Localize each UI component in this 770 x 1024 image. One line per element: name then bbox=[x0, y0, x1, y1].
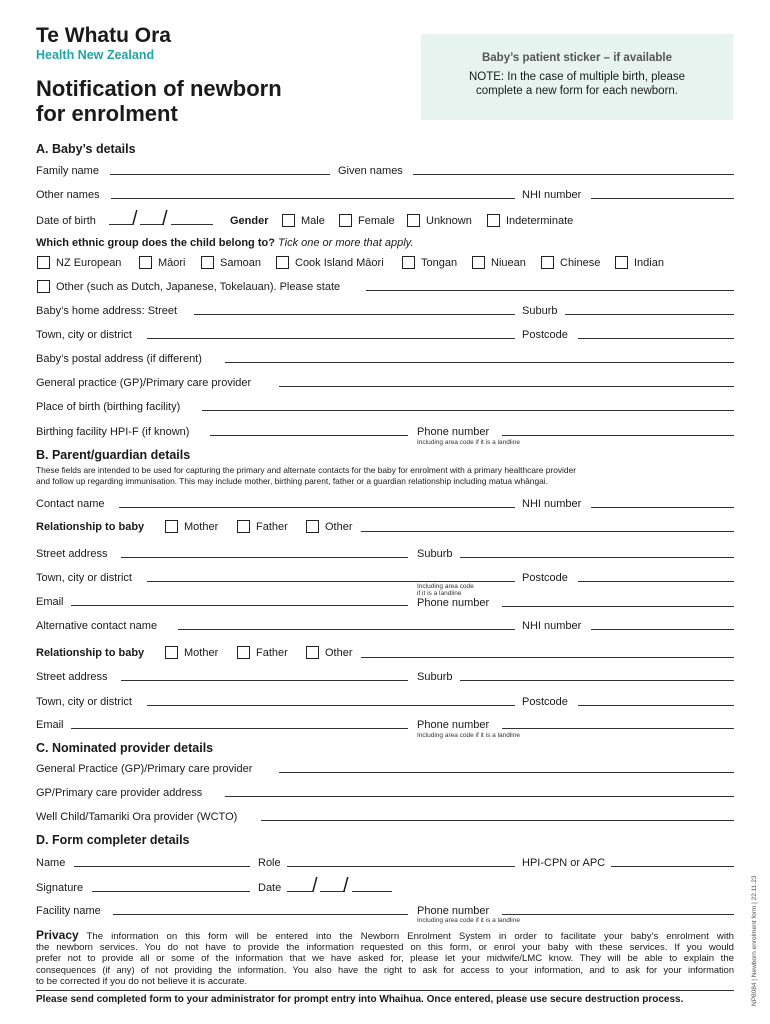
contact-name-label: Contact name bbox=[36, 498, 105, 510]
ethnic-maori-label: Māori bbox=[158, 257, 186, 269]
patient-sticker-area bbox=[421, 34, 733, 120]
completer-date-label: Date bbox=[258, 882, 282, 894]
ethnic-samoan-checkbox[interactable] bbox=[201, 256, 214, 269]
form-title-line1: Notification of newborn bbox=[36, 76, 282, 101]
alt-relationship-label: Relationship to baby bbox=[36, 647, 145, 659]
signature-field[interactable] bbox=[92, 891, 250, 892]
alt-town-label: Town, city or district bbox=[36, 696, 132, 708]
alt-phone-note: Including area code if it is a landline bbox=[417, 732, 520, 739]
baby-town-label: Town, city or district bbox=[36, 329, 132, 341]
ethnic-maori-checkbox[interactable] bbox=[139, 256, 152, 269]
ethnic-tongan-label: Tongan bbox=[421, 257, 458, 269]
facility-name-field[interactable] bbox=[113, 914, 408, 915]
alt-street-field[interactable] bbox=[121, 680, 408, 681]
gender-female-checkbox[interactable] bbox=[339, 214, 352, 227]
sticker-note-line1: NOTE: In the case of multiple birth, please bbox=[468, 71, 686, 83]
completer-date-year-field[interactable] bbox=[352, 891, 392, 892]
provider-gp-address-field[interactable] bbox=[225, 796, 734, 797]
hpi-cpn-field[interactable] bbox=[611, 866, 734, 867]
ethnic-niuean-label: Niuean bbox=[491, 257, 526, 269]
facility-phone-note: Including area code if it is a landline bbox=[417, 439, 520, 446]
relationship-father-checkbox[interactable] bbox=[237, 520, 250, 533]
contact-town-label: Town, city or district bbox=[36, 572, 132, 584]
completer-phone-field[interactable] bbox=[502, 914, 734, 915]
privacy-statement bbox=[36, 930, 734, 987]
alt-relationship-mother-checkbox[interactable] bbox=[165, 646, 178, 659]
relationship-father-label: Father bbox=[256, 521, 288, 533]
gender-unknown-checkbox[interactable] bbox=[407, 214, 420, 227]
gender-female-label: Female bbox=[358, 215, 395, 227]
dob-slash-2: / bbox=[162, 208, 168, 230]
contact-nhi-label: NHI number bbox=[522, 498, 582, 510]
alt-relationship-father-label: Father bbox=[256, 647, 288, 659]
contact-postcode-label: Postcode bbox=[522, 572, 568, 584]
section-b-intro-line2: and follow up regarding immunisation. This may include mother, birthing parent, father or a guardian relationship including matua whāngai. bbox=[36, 476, 548, 486]
sticker-note-line2: complete a new form for each newborn. bbox=[476, 85, 678, 97]
contact-town-field[interactable] bbox=[147, 581, 515, 582]
form-title-line2: for enrolment bbox=[36, 101, 178, 126]
gender-indeterminate-label: Indeterminate bbox=[506, 215, 574, 227]
ethnic-indian-label: Indian bbox=[634, 257, 664, 269]
place-of-birth-label: Place of birth (birthing facility) bbox=[36, 401, 181, 413]
completer-phone-note: Including area code if it is a landline bbox=[417, 917, 520, 924]
relationship-other-field[interactable] bbox=[361, 531, 734, 532]
provider-gp-field[interactable] bbox=[279, 772, 734, 773]
other-names-field[interactable] bbox=[111, 198, 515, 199]
contact-suburb-label: Suburb bbox=[417, 548, 453, 560]
footer-instruction: Please send completed form to your administrator for prompt entry into Whaihua. Once entered, please use secure destruction process. bbox=[36, 994, 684, 1005]
relationship-other-checkbox[interactable] bbox=[306, 520, 319, 533]
section-b-intro bbox=[36, 465, 576, 487]
alt-suburb-label: Suburb bbox=[417, 671, 453, 683]
ethnic-other-field[interactable] bbox=[366, 290, 734, 291]
footer-divider bbox=[36, 990, 734, 991]
section-c-heading: C. Nominated provider details bbox=[36, 741, 214, 755]
alt-phone-label: Phone number bbox=[417, 719, 490, 731]
alt-contact-name-field[interactable] bbox=[178, 629, 515, 630]
alt-contact-name-label: Alternative contact name bbox=[36, 620, 158, 632]
nhi-field[interactable] bbox=[591, 198, 734, 199]
ethnic-other-checkbox[interactable] bbox=[37, 280, 50, 293]
relationship-other-label: Other bbox=[325, 521, 353, 533]
alt-phone-field[interactable] bbox=[502, 728, 734, 729]
postal-address-label: Baby’s postal address (if different) bbox=[36, 353, 202, 365]
ethnic-question bbox=[36, 237, 413, 250]
home-address-field[interactable] bbox=[194, 314, 515, 315]
contact-street-field[interactable] bbox=[121, 557, 408, 558]
gender-label: Gender bbox=[230, 215, 269, 227]
section-d-heading: D. Form completer details bbox=[36, 833, 190, 847]
completer-name-field[interactable] bbox=[74, 866, 250, 867]
ethnic-chinese-checkbox[interactable] bbox=[541, 256, 554, 269]
ethnic-niuean-checkbox[interactable] bbox=[472, 256, 485, 269]
contact-email-field[interactable] bbox=[71, 605, 408, 606]
alt-relationship-other-checkbox[interactable] bbox=[306, 646, 319, 659]
privacy-line1: The information on this form will be entered into the Newborn Enrolment System in order to facilitate your baby’s enrolment with bbox=[86, 931, 734, 942]
contact-nhi-field[interactable] bbox=[591, 507, 734, 508]
contact-email-label: Email bbox=[36, 596, 64, 608]
facility-phone-field[interactable] bbox=[502, 435, 734, 436]
contact-phone-label: Phone number bbox=[417, 597, 490, 609]
postal-address-field[interactable] bbox=[225, 362, 734, 363]
family-name-label: Family name bbox=[36, 165, 99, 177]
provider-gp-address-label: GP/Primary care provider address bbox=[36, 787, 203, 799]
ethnic-instruction: Tick one or more that apply. bbox=[278, 237, 414, 249]
ethnic-cook-island-maori-label: Cook Island Māori bbox=[295, 257, 384, 269]
ethnic-tongan-checkbox[interactable] bbox=[402, 256, 415, 269]
privacy-line4: consequences (if any) of not providing the information. You also have the right to ask for access to your information, and to ask for your information bbox=[36, 964, 734, 975]
facility-phone-label: Phone number bbox=[417, 426, 490, 438]
nhi-label: NHI number bbox=[522, 189, 582, 201]
section-a-heading: A. Baby’s details bbox=[36, 142, 136, 156]
logo bbox=[36, 24, 171, 62]
alt-nhi-field[interactable] bbox=[591, 629, 734, 630]
alt-email-field[interactable] bbox=[71, 728, 408, 729]
completer-role-label: Role bbox=[258, 857, 281, 869]
relationship-label: Relationship to baby bbox=[36, 521, 145, 533]
ethnic-cook-island-maori-checkbox[interactable] bbox=[276, 256, 289, 269]
dob-month-field[interactable] bbox=[140, 224, 164, 225]
baby-postcode-field[interactable] bbox=[578, 338, 734, 339]
section-b-intro-line1: These fields are intended to be used for capturing the primary and alternate contacts for the baby for enrolment with a primary healthcare provider bbox=[36, 465, 577, 475]
contact-phone-field[interactable] bbox=[502, 606, 734, 607]
hpi-f-label: Birthing facility HPI-F (if known) bbox=[36, 426, 190, 438]
sticker-heading: Baby’s patient sticker – if available bbox=[481, 52, 673, 64]
relationship-mother-label: Mother bbox=[184, 521, 219, 533]
dob-label: Date of birth bbox=[36, 215, 96, 227]
form-title bbox=[36, 76, 282, 126]
provider-gp-label: General Practice (GP)/Primary care provider bbox=[36, 763, 253, 775]
baby-town-field[interactable] bbox=[147, 338, 515, 339]
dob-slash-1: / bbox=[132, 208, 138, 230]
wcto-field[interactable] bbox=[261, 820, 734, 821]
alt-relationship-other-label: Other bbox=[325, 647, 353, 659]
privacy-line2: the newborn services. You do not have to provide the information requested on this form, or enrol your baby with these services. If you would bbox=[36, 942, 734, 954]
given-names-field[interactable] bbox=[413, 174, 734, 175]
wcto-label: Well Child/Tamariki Ora provider (WCTO) bbox=[36, 811, 238, 823]
ethnic-question-text: Which ethnic group does the child belong to? bbox=[36, 237, 275, 249]
completer-date-day-field[interactable] bbox=[287, 891, 313, 892]
contact-postcode-field[interactable] bbox=[578, 581, 734, 582]
baby-gp-field[interactable] bbox=[279, 386, 734, 387]
baby-suburb-label: Suburb bbox=[522, 305, 558, 317]
completer-date-slash-2: / bbox=[343, 875, 349, 897]
section-b-heading: B. Parent/guardian details bbox=[36, 448, 191, 462]
logo-subtitle: Health New Zealand bbox=[36, 48, 155, 62]
other-names-label: Other names bbox=[36, 189, 100, 201]
baby-gp-label: General practice (GP)/Primary care provider bbox=[36, 377, 252, 389]
ethnic-samoan-label: Samoan bbox=[220, 257, 261, 269]
signature-label: Signature bbox=[36, 882, 84, 894]
baby-suburb-field[interactable] bbox=[565, 314, 734, 315]
ethnic-nz-european-checkbox[interactable] bbox=[37, 256, 50, 269]
alt-suburb-field[interactable] bbox=[460, 680, 734, 681]
completer-date-month-field[interactable] bbox=[320, 891, 345, 892]
alt-relationship-other-field[interactable] bbox=[361, 657, 734, 658]
ethnic-other-label: Other (such as Dutch, Japanese, Tokelauan). Please state bbox=[56, 281, 341, 293]
completer-role-field[interactable] bbox=[287, 866, 515, 867]
alt-postcode-field[interactable] bbox=[578, 705, 734, 706]
privacy-line3: prefer not to provide all or some of the information that we have asked for, please let your midwife/LMC know. They will be able to explain the bbox=[36, 953, 734, 965]
dob-year-field[interactable] bbox=[171, 224, 213, 225]
gender-indeterminate-checkbox[interactable] bbox=[487, 214, 500, 227]
facility-name-label: Facility name bbox=[36, 905, 101, 917]
contact-phone-note-line2: if it is a landline bbox=[417, 590, 462, 597]
contact-suburb-field[interactable] bbox=[460, 557, 734, 558]
contact-phone-note-line1: Including area code bbox=[417, 583, 474, 590]
hpi-f-field[interactable] bbox=[210, 435, 408, 436]
hpi-cpn-label: HPI-CPN or APC bbox=[522, 857, 606, 869]
alt-town-field[interactable] bbox=[147, 705, 515, 706]
home-address-label: Baby’s home address: Street bbox=[36, 305, 178, 317]
ethnic-nz-european-label: NZ European bbox=[56, 257, 122, 269]
logo-title: Te Whatu Ora bbox=[36, 24, 171, 47]
ethnic-indian-checkbox[interactable] bbox=[615, 256, 628, 269]
gender-unknown-label: Unknown bbox=[426, 215, 472, 227]
alt-nhi-label: NHI number bbox=[522, 620, 582, 632]
gender-male-checkbox[interactable] bbox=[282, 214, 295, 227]
relationship-mother-checkbox[interactable] bbox=[165, 520, 178, 533]
privacy-line5: to be corrected if you do not believe it is accurate. bbox=[36, 975, 248, 987]
gender-male-label: Male bbox=[301, 215, 325, 227]
completer-date-slash-1: / bbox=[312, 875, 318, 897]
place-of-birth-field[interactable] bbox=[202, 410, 734, 411]
form-code-side-text: NP8084 | Newborn enrolment form | 22.11.23 bbox=[751, 875, 758, 1006]
completer-phone-label: Phone number bbox=[417, 905, 490, 917]
dob-day-field[interactable] bbox=[109, 224, 133, 225]
alt-relationship-mother-label: Mother bbox=[184, 647, 219, 659]
contact-name-field[interactable] bbox=[119, 507, 515, 508]
alt-street-label: Street address bbox=[36, 671, 108, 683]
given-names-label: Given names bbox=[338, 165, 403, 177]
ethnic-chinese-label: Chinese bbox=[560, 257, 601, 269]
alt-relationship-father-checkbox[interactable] bbox=[237, 646, 250, 659]
completer-name-label: Name bbox=[36, 857, 66, 869]
alt-email-label: Email bbox=[36, 719, 64, 731]
family-name-field[interactable] bbox=[110, 174, 330, 175]
privacy-heading: Privacy bbox=[36, 928, 79, 942]
alt-postcode-label: Postcode bbox=[522, 696, 568, 708]
contact-street-label: Street address bbox=[36, 548, 108, 560]
baby-postcode-label: Postcode bbox=[522, 329, 568, 341]
